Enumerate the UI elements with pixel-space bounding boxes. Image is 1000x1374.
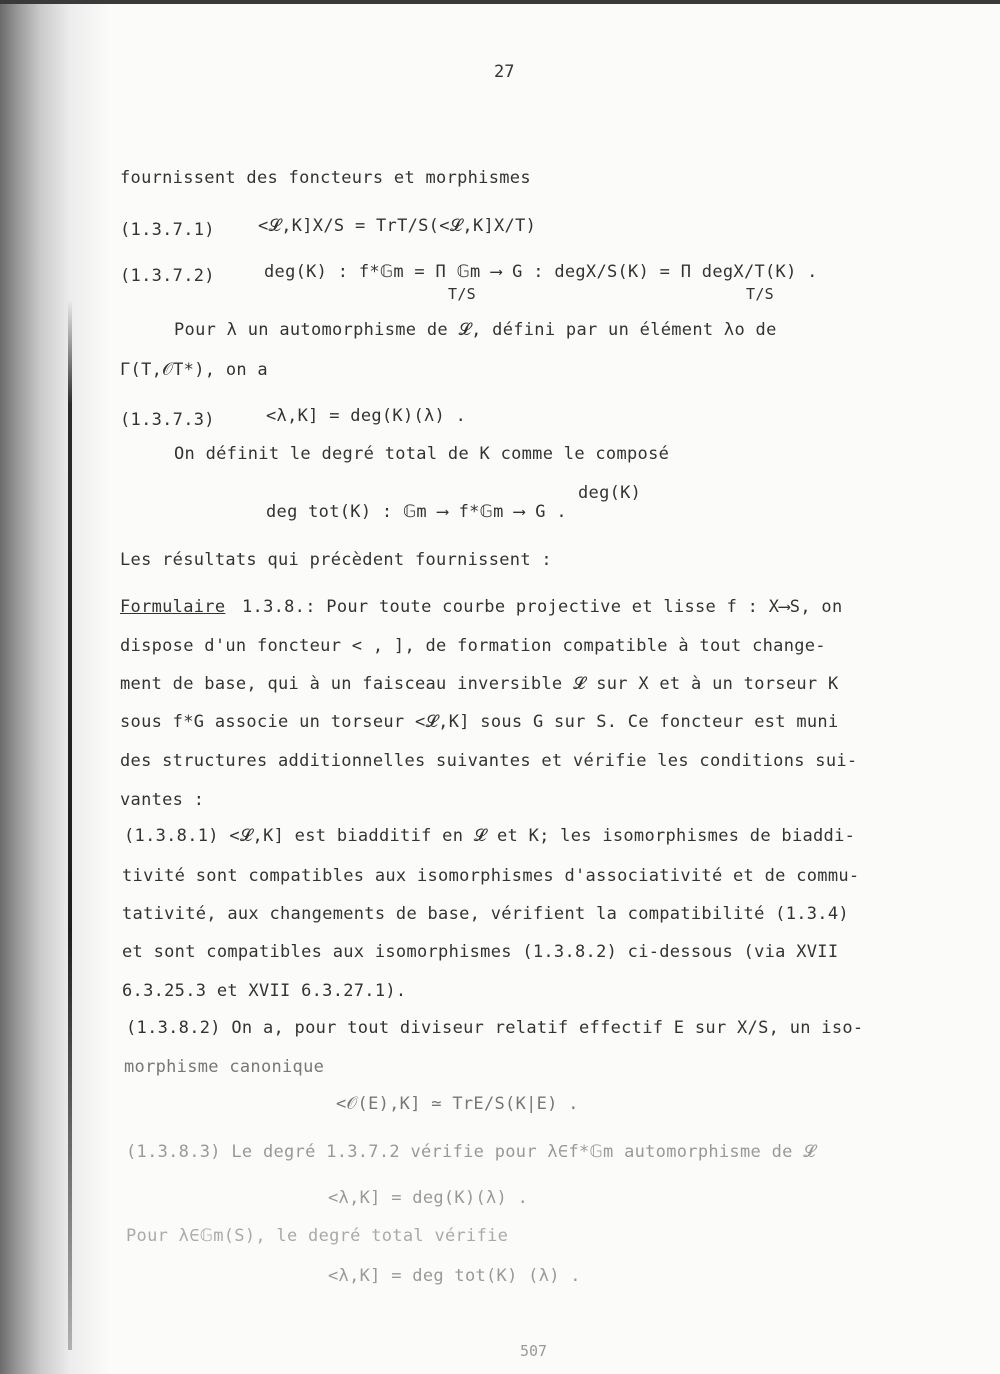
text-line: 6.3.25.3 et XVII 6.3.27.1). [122, 981, 407, 1001]
scan-top-edge [0, 0, 1000, 4]
footer-number: 507 [520, 1342, 548, 1360]
text-line: morphisme canonique [124, 1057, 325, 1077]
equation-number: (1.3.7.3) [120, 410, 215, 430]
scan-shadow [0, 0, 110, 1374]
page-number: 27 [494, 62, 515, 82]
text-line: Pour λ∈𝔾m(S), le degré total vérifie [126, 1226, 509, 1246]
text-line: Pour λ un automorphisme de 𝓛, défini par un élément λo de [174, 320, 777, 340]
equation: <𝓛,K]X/S = TrT/S(<𝓛,K]X/T) [258, 216, 537, 236]
text-line: tivité sont compatibles aux isomorphismes d'associativité et de commu- [122, 866, 860, 886]
text-line: Γ(T,𝒪T*), on a [120, 360, 268, 380]
text-line: 1.3.8.: Pour toute courbe projective et lisse f : X⟶S, on [242, 597, 843, 617]
equation-subscript: T/S [448, 285, 476, 303]
text-line: vantes : [120, 790, 205, 810]
text-line: et sont compatibles aux isomorphismes (1.3.8.2) ci-dessous (via XVII [122, 942, 839, 962]
binding-line [68, 300, 72, 1350]
text-line: Les résultats qui précèdent fournissent : [120, 550, 552, 570]
equation: <𝒪(E),K] ≃ TrE/S(K|E) . [336, 1094, 579, 1114]
equation-number: (1.3.7.1) [120, 220, 215, 240]
arrow-label: deg(K) [578, 483, 642, 503]
text-line: ment de base, qui à un faisceau inversible 𝓛 sur X et à un torseur K [120, 674, 839, 694]
equation: deg(K) : f*𝔾m = Π 𝔾m ⟶ G : degX/S(K) = Π degX/T(K) . [264, 262, 818, 282]
equation-number: (1.3.7.2) [120, 266, 215, 286]
text-line: tativité, aux changements de base, vérifient la compatibilité (1.3.4) [122, 904, 849, 924]
text-line: (1.3.8.2) On a, pour tout diviseur relatif effectif E sur X/S, un iso- [126, 1018, 864, 1038]
text-line: (1.3.8.3) Le degré 1.3.7.2 vérifie pour λ∈f*𝔾m automorphisme de 𝓛 [126, 1142, 816, 1162]
equation: deg tot(K) : 𝔾m ⟶ f*𝔾m ⟶ G . [266, 502, 567, 522]
equation: <λ,K] = deg(K)(λ) . [266, 406, 467, 426]
text-line: sous f*G associe un torseur <𝓛,K] sous G sur S. Ce foncteur est muni [120, 712, 839, 732]
text-line: des structures additionnelles suivantes et vérifie les conditions sui- [120, 751, 858, 771]
equation-subscript: T/S [746, 285, 774, 303]
text-line: dispose d'un foncteur < , ], de formation compatible à tout change- [120, 636, 826, 656]
text-line: On définit le degré total de K comme le composé [174, 444, 670, 464]
text-line: fournissent des foncteurs et morphismes [120, 168, 531, 188]
formulaire-heading: Formulaire [120, 597, 226, 617]
equation: <λ,K] = deg(K)(λ) . [328, 1188, 529, 1208]
text-line: (1.3.8.1) <𝓛,K] est biadditif en 𝓛 et K; les isomorphismes de biaddi- [124, 826, 856, 846]
equation: <λ,K] = deg tot(K) (λ) . [328, 1266, 581, 1286]
